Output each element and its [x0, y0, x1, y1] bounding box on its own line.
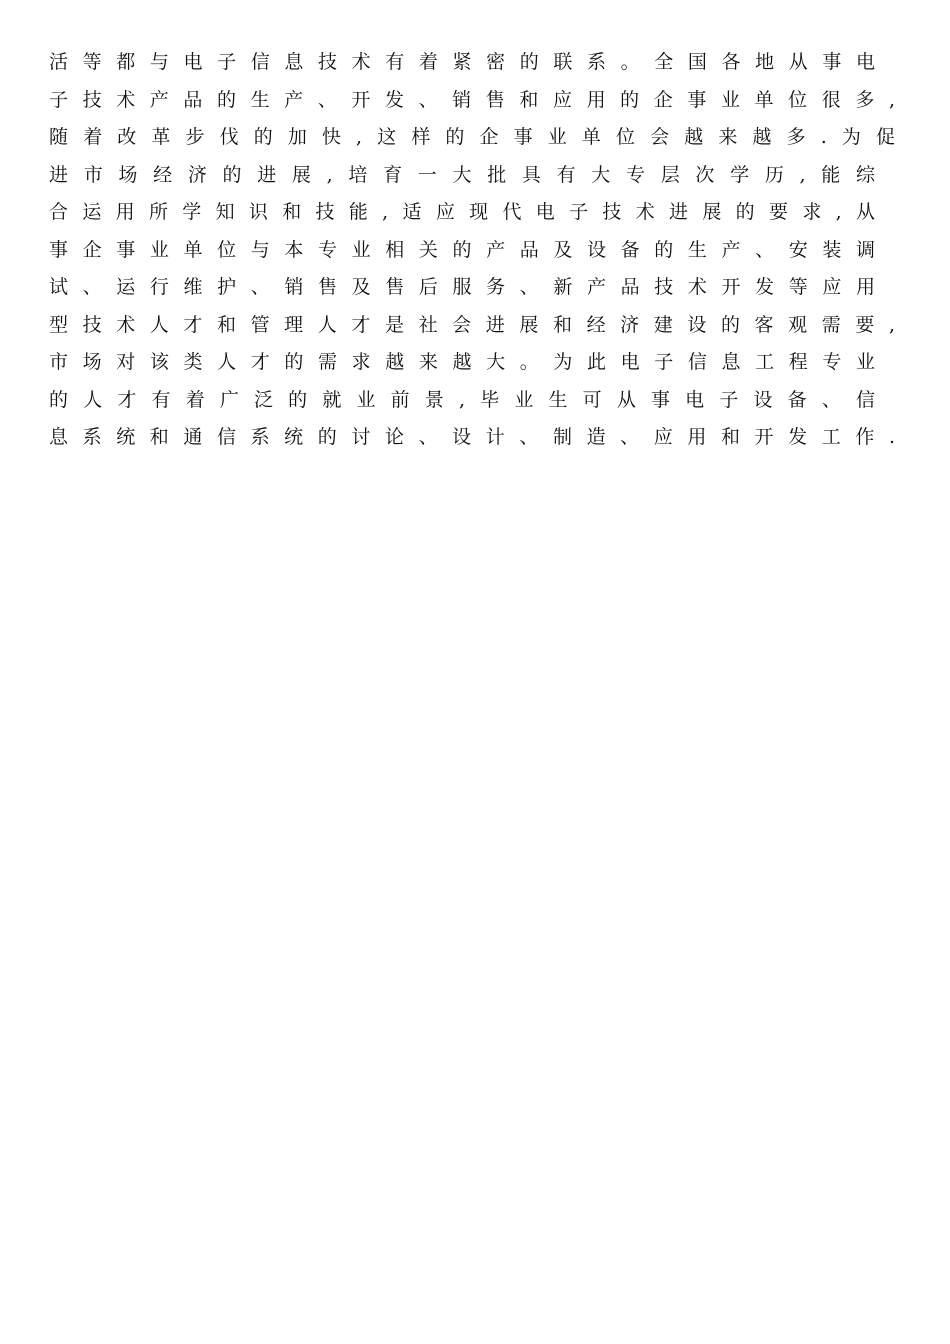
- text-line: 息系统和通信系统的讨论、设计、制造、应用和开发工作.: [49, 426, 895, 448]
- text-line: 子技术产品的生产、开发、销售和应用的企事业单位很多,: [49, 88, 895, 111]
- text-line: 事企事业单位与本专业相关的产品及设备的生产、安装调: [49, 238, 875, 261]
- text-line: 的人才有着广泛的就业前景,毕业生可从事电子设备、信: [49, 388, 875, 411]
- text-line: 试、运行维护、销售及售后服务、新产品技术开发等应用: [49, 276, 875, 298]
- body-paragraph: [49, 44, 899, 457]
- text-line: 随着改革步伐的加快,这样的企事业单位会越来越多.为促: [49, 126, 895, 148]
- text-line: 合运用所学知识和技能,适应现代电子技术进展的要求,从: [49, 201, 875, 223]
- text-line: 市场对该类人才的需求越来越大。为此电子信息工程专业: [49, 351, 875, 373]
- text-line: 进市场经济的进展,培育一大批具有大专层次学历,能综: [49, 163, 875, 186]
- text-line: 活等都与电子信息技术有着紧密的联系。全国各地从事电: [49, 51, 875, 73]
- text-line: 型技术人才和管理人才是社会进展和经济建设的客观需要,: [49, 313, 895, 336]
